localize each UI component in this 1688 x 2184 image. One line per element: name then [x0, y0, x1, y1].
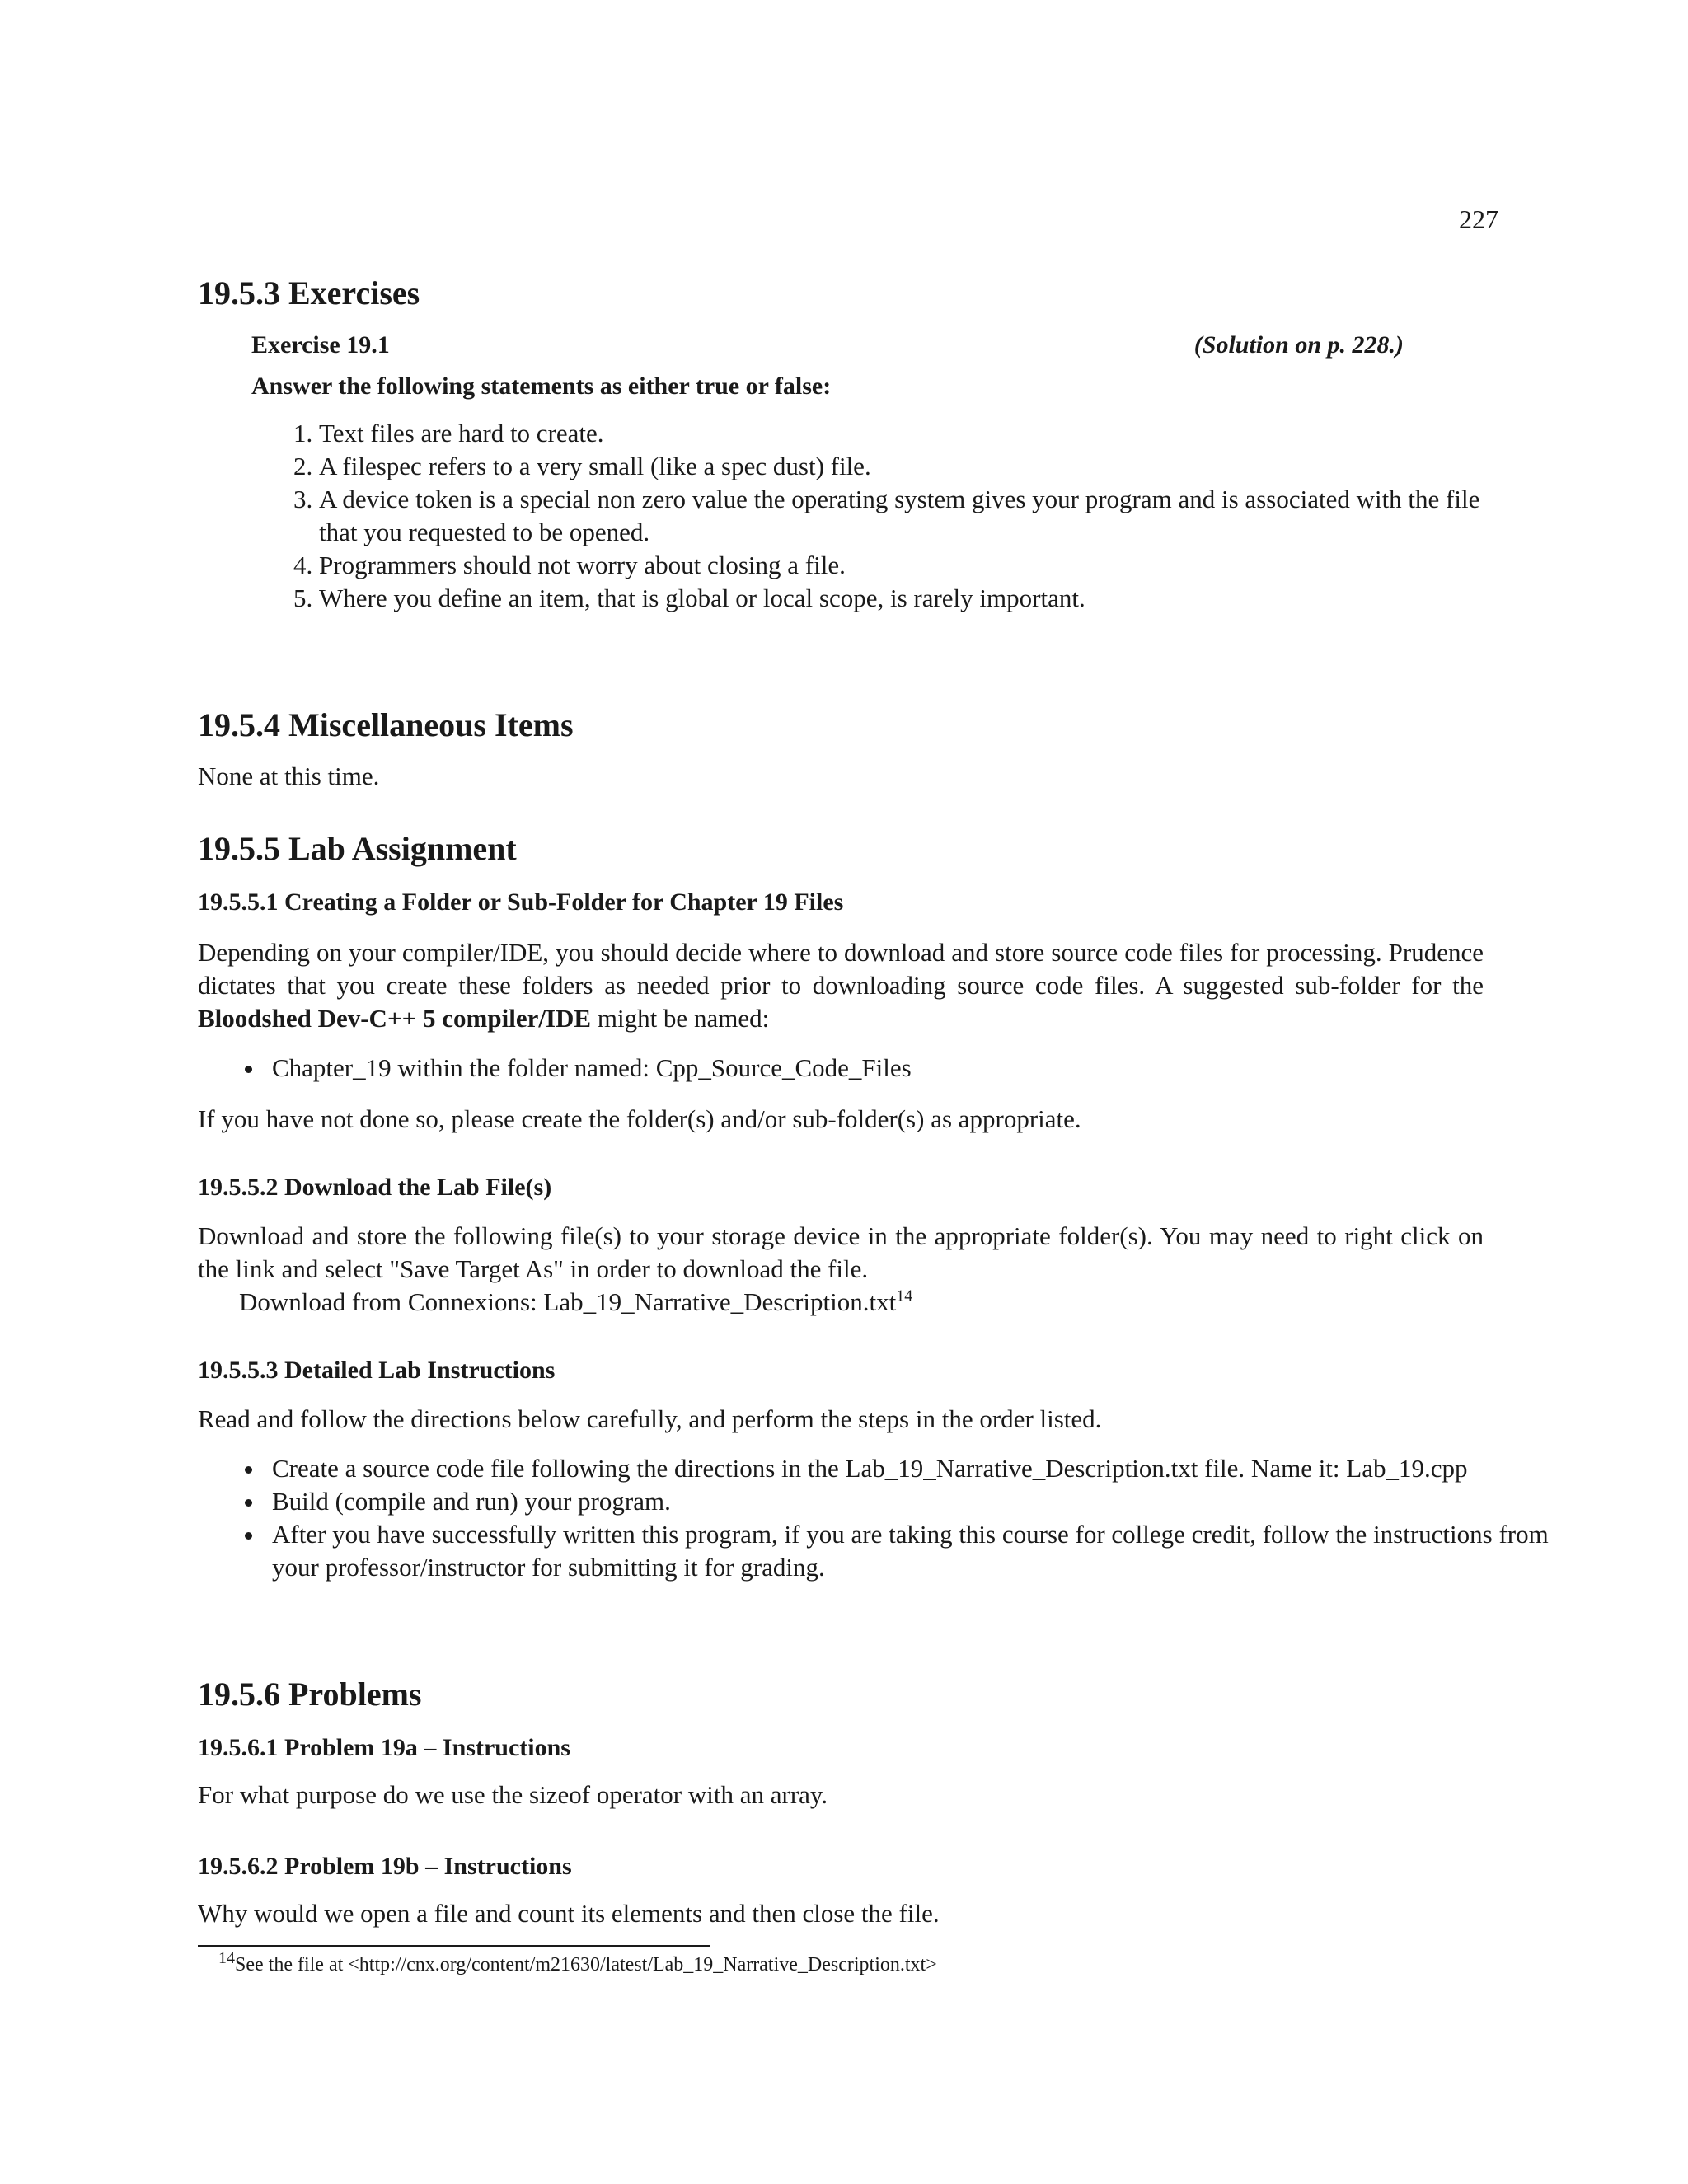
instructions-subheading: 19.5.5.3 Detailed Lab Instructions	[198, 1357, 556, 1384]
exercise-prompt: Answer the following statements as either true or false:	[251, 373, 832, 400]
folder-text-start: Depending on your compiler/IDE, you should decide where to download and store source code files for processing. Prudence dictates that you create these folders as needed prior to downloading source code files. A suggested sub-folder for the	[198, 938, 1484, 1000]
folder-subheading: 19.5.5.1 Creating a Folder or Sub-Folder for Chapter 19 Files	[198, 888, 844, 916]
misc-text: None at this time.	[198, 762, 380, 790]
footnote-number: 14	[218, 1949, 235, 1967]
list-item: • Build (compile and run) your program.	[265, 1485, 1551, 1518]
problem-19b-text: Why would we open a file and count its elements and then close the file.	[198, 1899, 940, 1928]
exercise-statement-list	[251, 417, 1481, 615]
download-link[interactable]	[239, 1286, 912, 1319]
solution-link[interactable]: (Solution on p. 228.)	[1193, 331, 1404, 359]
problem-19a-text: For what purpose do we use the sizeof operator with an array.	[198, 1780, 828, 1809]
list-item: 1. Text files are hard to create.	[319, 417, 1481, 450]
list-item: • Chapter_19 within the folder named: Cpp_Source_Code_Files	[265, 1052, 1551, 1085]
problem-19a-heading: 19.5.6.1 Problem 19a – Instructions	[198, 1734, 570, 1761]
list-item: • After you have successfully written this program, if you are taking this course for college credit, follow the instructions from your professor/instructor for submitting it for grading.	[265, 1518, 1551, 1584]
footnote-marker[interactable]: 14	[896, 1286, 913, 1305]
problems-heading: 19.5.6 Problems	[198, 1675, 422, 1713]
misc-heading: 19.5.4 Miscellaneous Items	[198, 706, 574, 743]
list-item: • Create a source code file following the directions in the Lab_19_Narrative_Description.txt file. Name it: Lab_19.cpp	[265, 1452, 1551, 1485]
lab-heading: 19.5.5 Lab Assignment	[198, 830, 517, 867]
download-subheading: 19.5.5.2 Download the Lab File(s)	[198, 1174, 552, 1201]
footnote	[218, 1949, 937, 1978]
folder-bullet-list	[198, 1052, 1551, 1085]
exercises-heading: 19.5.3 Exercises	[198, 274, 420, 312]
list-item: 2. A filespec refers to a very small (like a spec dust) file.	[319, 450, 1481, 483]
list-item: 3. A device token is a special non zero value the operating system gives your program and is associated with the file that you requested to be opened.	[319, 483, 1481, 549]
problem-19b-heading: 19.5.6.2 Problem 19b – Instructions	[198, 1853, 572, 1880]
folder-paragraph	[198, 936, 1484, 1035]
list-item: 4. Programmers should not worry about closing a file.	[319, 549, 1481, 582]
compiler-name: Bloodshed Dev-C++ 5 compiler/IDE	[198, 1004, 592, 1033]
exercise-title: Exercise 19.1	[251, 331, 390, 359]
download-link-text[interactable]: Download from Connexions: Lab_19_Narrative_Description.txt	[239, 1287, 897, 1316]
list-item: 5. Where you define an item, that is global or local scope, is rarely important.	[319, 582, 1481, 615]
folder-text-end: might be named:	[591, 1004, 770, 1033]
footnote-text[interactable]: See the file at <http://cnx.org/content/m21630/latest/Lab_19_Narrative_Description.txt>	[235, 1954, 937, 1975]
instructions-intro: Read and follow the directions below carefully, and perform the steps in the order listed.	[198, 1404, 1102, 1433]
footnote-divider	[198, 1945, 710, 1947]
page-number: 227	[1459, 204, 1498, 234]
instructions-bullet-list	[198, 1452, 1551, 1584]
download-paragraph: Download and store the following file(s) to your storage device in the appropriate folder(s). You may need to right click on the link and select "Save Target As" in order to download the file.	[198, 1221, 1484, 1283]
folder-followup: If you have not done so, please create the folder(s) and/or sub-folder(s) as appropriate.	[198, 1104, 1081, 1133]
